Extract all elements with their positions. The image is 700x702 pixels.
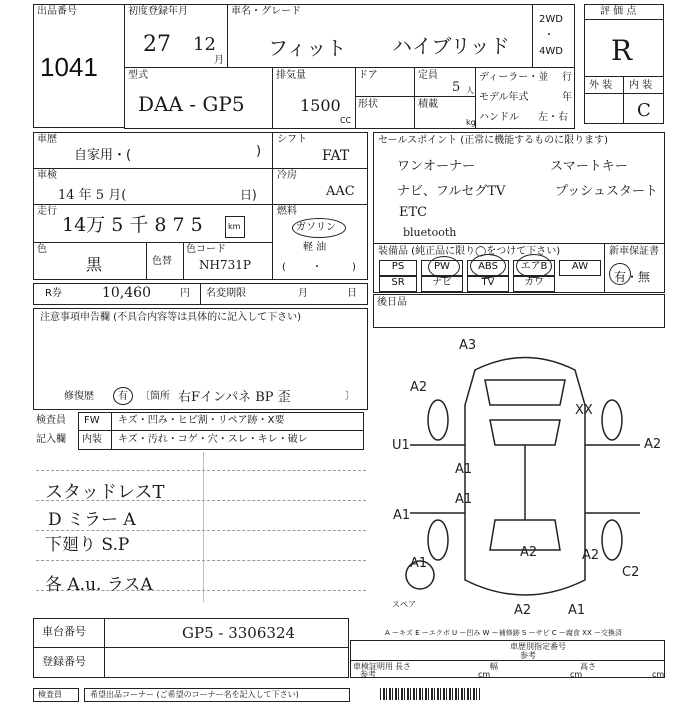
- fuel-dot: ・: [312, 262, 322, 273]
- after-day-label: 後日品: [377, 297, 407, 308]
- equip-sr: SR: [379, 276, 417, 292]
- equip-tv: TV: [467, 276, 509, 292]
- name-change-label: 名変期限: [206, 288, 246, 299]
- sales-point-item: ナビ、フルセグTV: [397, 184, 506, 199]
- fuel-diesel: 軽 油: [303, 242, 327, 253]
- dealer-code-label: 車歴別指定番号: [510, 642, 566, 651]
- damage-mark: A1: [410, 556, 428, 571]
- damage-mark: A2: [520, 545, 538, 560]
- cc-unit: CC: [340, 116, 352, 125]
- equip-pw-circle: [428, 256, 460, 278]
- damage-mark: A1: [455, 462, 473, 477]
- color-value: 黒: [86, 255, 103, 274]
- width-unit: cm: [570, 670, 583, 679]
- drive-2wd: 2WD: [539, 14, 563, 25]
- seats-value: 5: [452, 80, 461, 95]
- seats-label: 定員: [418, 70, 438, 81]
- bottom-inspector-label: 検査員: [38, 690, 62, 699]
- shift-value: FAT: [322, 148, 350, 164]
- name-change-day: 日: [347, 288, 357, 299]
- model-year-suffix: 年: [562, 92, 572, 103]
- lot-number: 1041: [40, 52, 98, 82]
- car-diagram: [380, 335, 670, 625]
- ac-label: 冷房: [277, 170, 297, 181]
- repair-detail-close: 〕: [345, 391, 355, 402]
- chassis-value: GP5 - 3306324: [182, 624, 296, 642]
- recycle-label: R券: [45, 288, 62, 299]
- height-label: 高さ: [580, 662, 596, 671]
- repair-has-circle: [113, 387, 133, 405]
- warranty-value: 有・無: [614, 270, 651, 284]
- score-value: R: [611, 34, 633, 67]
- repair-has: 有: [118, 391, 128, 402]
- displacement-value: 1500: [300, 96, 341, 115]
- reg-label: 登録番号: [42, 655, 86, 668]
- inspector-label: 検査員: [36, 415, 66, 426]
- repair-label: 修復歴: [64, 391, 94, 402]
- height-unit: cm: [652, 670, 665, 679]
- dimension-box: [350, 640, 665, 678]
- note-line: D ミラー A: [48, 510, 136, 530]
- kg-unit: kg: [466, 118, 476, 127]
- chassis-label: 車台番号: [42, 625, 86, 638]
- equip-leather: カワ: [513, 276, 555, 292]
- recycle-yen: 円: [180, 288, 190, 299]
- usage-close: ): [256, 144, 262, 159]
- name-change-month: 月: [298, 288, 308, 299]
- damage-legend: A ーキズ E ーエクボ U ー凹み W ー補修跡 S ーサビ C ー腐食 XX ー交換済: [385, 629, 622, 637]
- damage-mark: A1: [393, 508, 411, 523]
- dealer-suffix: 行: [562, 72, 572, 83]
- note-line: スタッドレスT: [45, 482, 165, 503]
- mileage-value: 14万 5 千 8 7 5: [62, 214, 203, 236]
- displacement-label: 排気量: [276, 70, 306, 81]
- mileage-label: 走行: [37, 206, 57, 217]
- damage-mark: XX: [575, 403, 593, 418]
- fuel-gas-circle: [292, 218, 346, 238]
- inspection-label: 車検: [37, 170, 57, 181]
- inspection-day: 日): [240, 188, 257, 202]
- damage-mark: A2: [644, 437, 662, 452]
- car-name: フィット: [268, 36, 347, 60]
- sales-point-item: プッシュスタート: [555, 184, 658, 199]
- model-label: 型式: [128, 70, 148, 81]
- equipment-title: 装備品 (純正品に限り◯をつけて下さい): [378, 246, 561, 257]
- sales-point-item: bluetooth: [403, 226, 457, 239]
- damage-mark: A2: [514, 603, 532, 618]
- equip-abs: ABS: [467, 260, 509, 276]
- exterior-label: 外 装: [589, 80, 613, 91]
- after-day-box: [373, 294, 665, 328]
- shift-label: シフト: [277, 134, 307, 145]
- interior-score: C: [637, 100, 651, 121]
- fw-items: キズ・凹み・ヒビ割・リペア跡・X要: [118, 415, 285, 426]
- first-reg-year: 27: [143, 32, 171, 57]
- km-unit: km: [228, 222, 241, 231]
- door-label: ドア: [358, 70, 378, 81]
- handle-value: 左・右: [538, 112, 568, 123]
- damage-mark: U1: [392, 438, 410, 453]
- first-reg-month: 12: [193, 34, 216, 55]
- damage-mark: A1: [568, 603, 586, 618]
- dealer-label: ディーラー・並: [479, 72, 549, 83]
- fw-label: FW: [84, 415, 100, 426]
- note-line: 下廻り S.P: [45, 535, 130, 555]
- name-label: 車名・グレード: [231, 6, 301, 17]
- first-reg-label: 初度登録年月: [128, 6, 188, 17]
- color-code-value: NH731P: [199, 258, 251, 272]
- drive-4wd: 4WD: [539, 46, 563, 57]
- dimension-label: 車検証明用: [353, 662, 393, 671]
- equip-ps: PS: [379, 260, 417, 276]
- score-label: 評 価 点: [600, 6, 637, 17]
- equip-pw: PW: [421, 260, 463, 276]
- repair-detail: 右Fインパネ BP 歪: [178, 390, 291, 405]
- sales-point-item: スマートキー: [550, 159, 628, 174]
- usage-label: 車歴: [37, 134, 57, 145]
- damage-mark: A1: [455, 492, 473, 507]
- length-label: 長さ: [395, 662, 411, 671]
- model-value: DAA - GP5: [138, 92, 245, 116]
- sales-point-item: ワンオーナー: [397, 159, 476, 174]
- recycle-value: 10,460: [102, 285, 151, 301]
- notice-title: 注意事項申告欄 (不具合内容等は具体的に記入して下さい): [40, 312, 301, 323]
- entry-label: 記入欄: [36, 434, 66, 445]
- grade: ハイブリッド: [392, 34, 510, 58]
- color-code-label: 色コード: [186, 244, 226, 255]
- spare-label: スペア: [392, 600, 416, 609]
- damage-mark: A2: [582, 548, 600, 563]
- sales-points-title: セールスポイント (正常に機能するものに限ります): [378, 135, 609, 146]
- interior-label: 内 装: [629, 80, 653, 91]
- lot-label: 出品番号: [37, 6, 77, 17]
- usage-value: 自家用・(: [74, 148, 132, 163]
- damage-mark: A3: [459, 338, 477, 353]
- interior-row-label: 内装: [82, 434, 102, 445]
- damage-mark: C2: [622, 565, 640, 580]
- inspection-value: 14 年 5 月(: [58, 188, 127, 203]
- length-unit: cm: [478, 670, 491, 679]
- sales-point-item: ETC: [399, 205, 428, 220]
- fuel-paren-open: (: [282, 262, 286, 273]
- seats-unit: 人: [466, 86, 474, 95]
- equip-aw: AW: [559, 260, 601, 276]
- hope-corner-label: 希望出品コーナー (ご希望のコーナー名を記入して下さい): [90, 690, 299, 699]
- load-label: 積載: [418, 99, 438, 110]
- equip-airbag-circle: [516, 254, 552, 278]
- ac-value: AAC: [326, 184, 355, 199]
- fuel-paren-close: ): [352, 262, 356, 273]
- fuel-gas: ガソリン: [296, 222, 336, 233]
- handle-label: ハンドル: [479, 112, 519, 123]
- equip-navi: ナビ: [421, 276, 463, 292]
- equip-airbag: エアB: [513, 260, 555, 276]
- interior-items: キズ・汚れ・コゲ・穴・スレ・キレ・破レ: [118, 434, 308, 445]
- shape-label: 形状: [358, 99, 378, 110]
- dealer-code-ref: 参考: [520, 651, 536, 660]
- color-label: 色: [37, 244, 47, 255]
- barcode: [380, 688, 480, 700]
- color-change-label: 色替: [152, 256, 172, 267]
- width-label: 幅: [490, 662, 498, 671]
- warranty-label: 新車保証書: [609, 246, 659, 257]
- model-year-label: モデル年式: [479, 92, 529, 103]
- drive-dot: ・: [544, 30, 554, 41]
- warranty-circle: [609, 263, 631, 285]
- repair-detail-prefix: 〔箇所: [140, 391, 170, 402]
- fuel-label: 燃料: [277, 206, 297, 217]
- equip-abs-circle: [470, 254, 506, 278]
- dimension-ref: 参考: [360, 670, 376, 679]
- first-reg-month-unit: 月: [214, 55, 224, 66]
- note-line: 各 A.u. ラスA: [45, 575, 153, 595]
- damage-mark: A2: [410, 380, 428, 395]
